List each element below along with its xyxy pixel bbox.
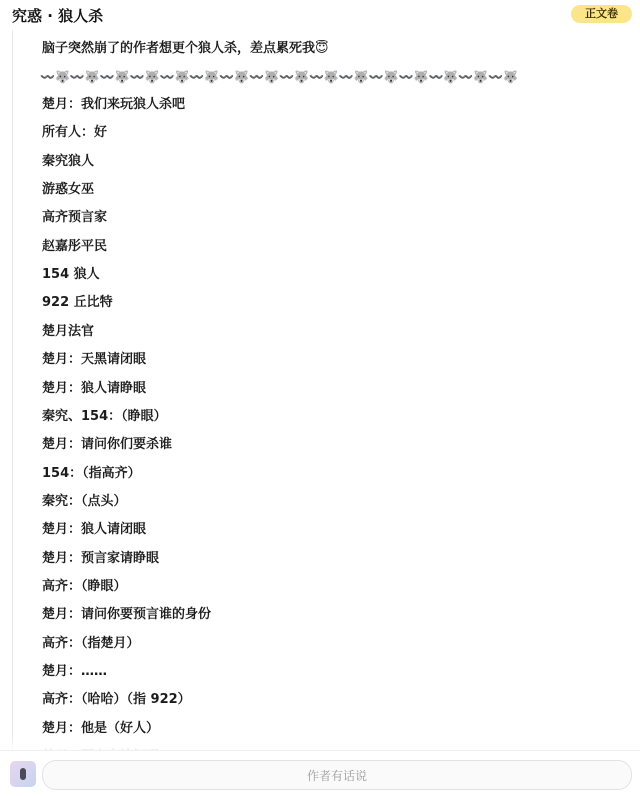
story-line: 154 狼人 <box>42 267 100 283</box>
story-line: 秦究：（点头） <box>42 493 127 509</box>
app-header <box>0 0 640 30</box>
story-line: 高齐：（哈哈）（指 922） <box>42 692 191 708</box>
story-line: 楚月：预言家请睁眼 <box>42 550 160 566</box>
story-line: 楚月：…… <box>42 664 108 679</box>
story-line: 楚月法官 <box>42 323 95 339</box>
story-line: 楚月：我们来玩狼人杀吧 <box>42 97 186 112</box>
content-column <box>12 30 634 750</box>
volume-badge[interactable]: 正文卷 <box>571 5 632 23</box>
story-line: 楚月：请问你要预言谁的身份 <box>42 607 212 623</box>
avatar[interactable] <box>10 761 36 787</box>
story-line: 楚月：狼人请闭眼 <box>42 522 147 538</box>
story-line: 秦究、154：（睁眼） <box>42 408 167 424</box>
story-line: 游惑女巫 <box>42 182 95 198</box>
story-line: 赵嘉彤平民 <box>42 238 108 254</box>
story-line: 154：（指高齐） <box>42 465 141 481</box>
chapter-title: 究惑 · 狼人杀 <box>12 7 104 25</box>
story-line: 楚月：狼人请睁眼 <box>42 380 147 396</box>
intro-line: 脑子突然崩了的作者想更个狼人杀，差点累死我😇 <box>42 41 329 56</box>
chapter-content[interactable] <box>0 30 640 750</box>
story-line: 高齐预言家 <box>42 210 108 226</box>
story-line: 秦究狼人 <box>42 153 95 169</box>
story-line: 高齐：（指楚月） <box>42 635 140 651</box>
story-line: 922 丘比特 <box>42 295 113 311</box>
author-note-placeholder: 作者有话说 <box>306 769 367 783</box>
emoji-divider: 〰️🐺〰️🐺〰️🐺〰️🐺〰️🐺〰️🐺〰️🐺〰️🐺〰️🐺〰️🐺〰️🐺〰️🐺〰️🐺〰️🐺〰️🐺〰️🐺 <box>40 70 519 84</box>
story-line: 高齐：（睁眼） <box>42 578 127 594</box>
bottom-fade <box>0 737 640 751</box>
story-line: 楚月：天黑请闭眼 <box>42 352 147 368</box>
story-line: 所有人：好 <box>42 125 108 141</box>
story-line: 楚月：请问你们要杀谁 <box>42 437 173 453</box>
author-note-input[interactable] <box>42 760 632 790</box>
comment-bar <box>0 750 640 796</box>
story-line: 楚月：他是（好人） <box>42 720 160 736</box>
